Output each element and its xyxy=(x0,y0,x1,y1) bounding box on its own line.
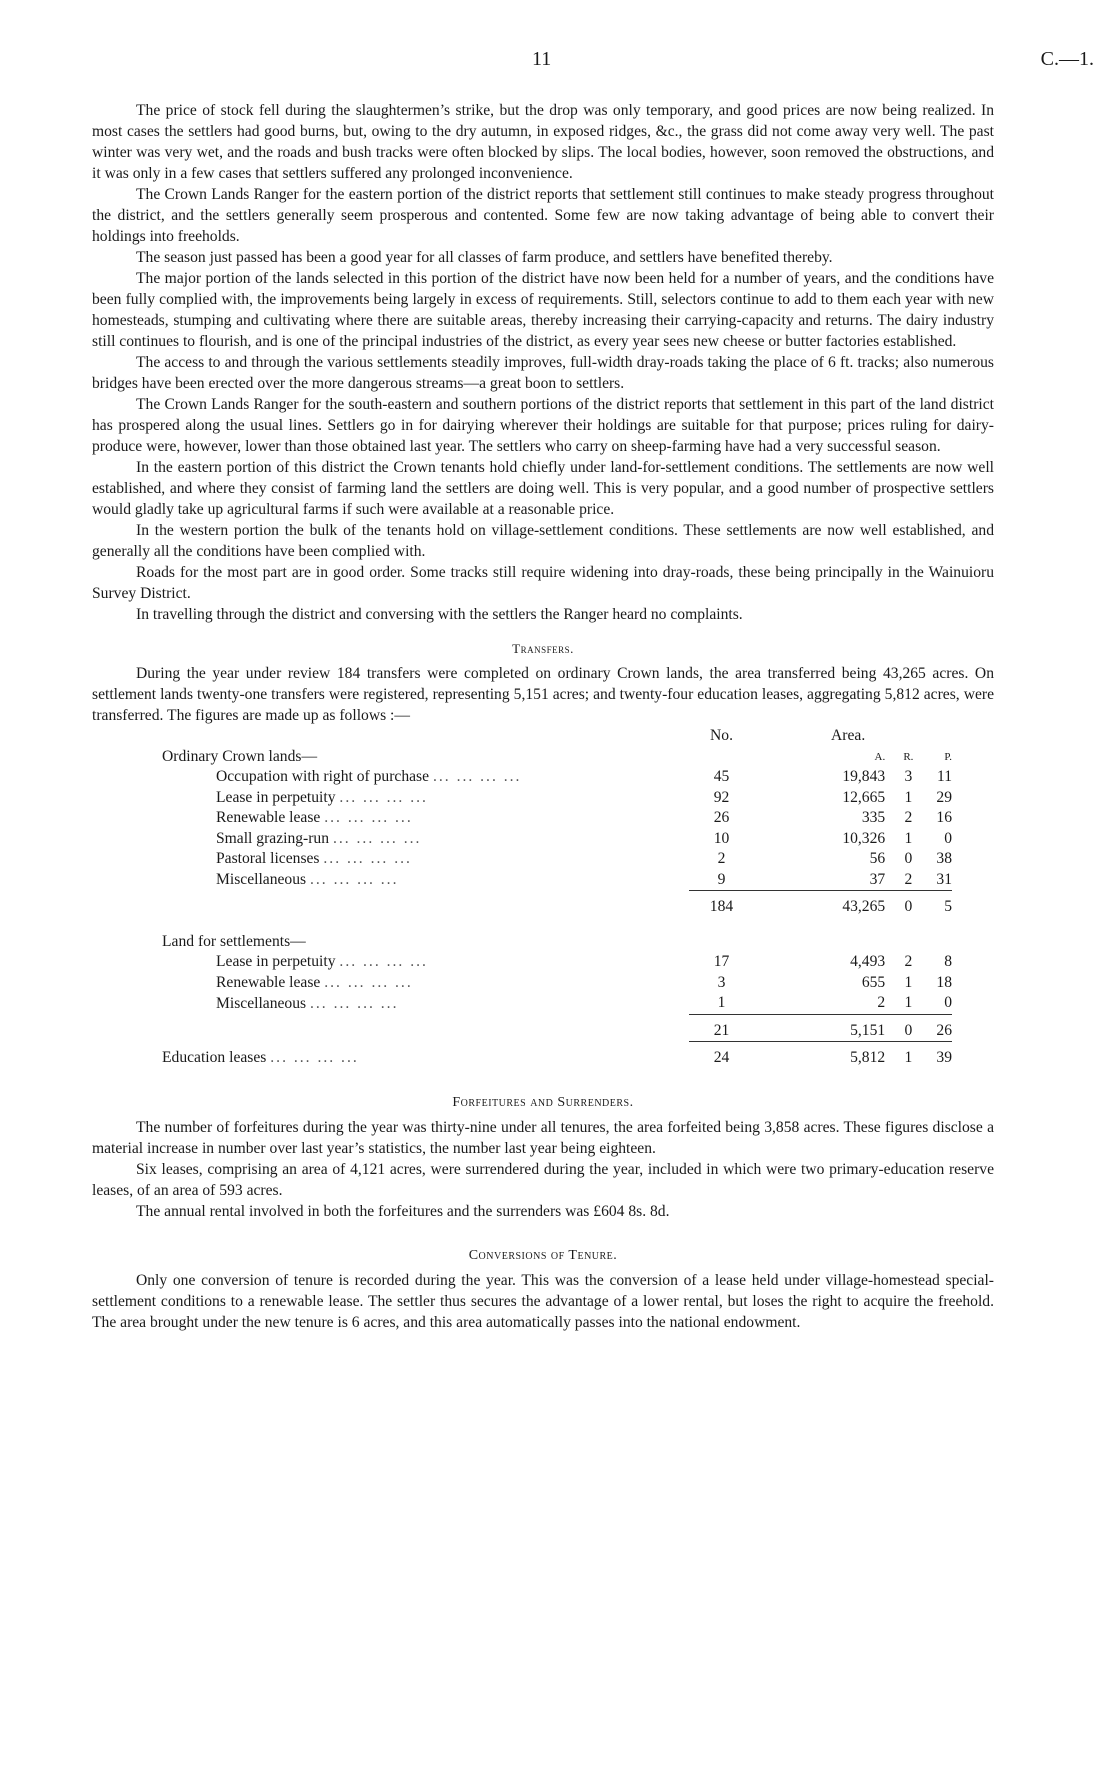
paragraph: Roads for the most part are in good order. Some tracks still require widening into dray-roads, these being principally in the Wainuioru Survey District. xyxy=(92,564,994,602)
paragraph: In the eastern portion of this district the Crown tenants hold chiefly under land-for-settlement conditions. The settlements are now well established, and where they consist of farming land the settlers are doing well. This is very popular, and a good number of prospective settlers would gladly take up agricultural farms if such were available at a reasonable price. xyxy=(92,459,994,518)
row-label: Lease in perpetuity xyxy=(216,788,336,806)
leader-dots: ... ... ... ... xyxy=(332,829,422,847)
cell-roods: 1 xyxy=(904,1049,913,1066)
cell-no: 2 xyxy=(717,850,726,867)
paragraph: The number of forfeitures during the year was thirty-nine under all tenures, the area forfeited being 3,858 acres. These figures disclose a material increase in number over last year’s statistics, the number last year being eighteen. xyxy=(92,1118,994,1157)
table-row xyxy=(92,973,952,994)
paragraph: In the western portion the bulk of the tenants hold on village-settlement conditions. These settlements are now well established, and generally all the conditions have been complied with. xyxy=(92,522,994,560)
leader-dots: ... ... ... ... xyxy=(323,850,412,867)
table-row xyxy=(92,1048,952,1069)
cell-perches: 8 xyxy=(944,953,952,970)
cell-no: 10 xyxy=(713,829,730,847)
page-header xyxy=(92,0,1094,100)
total-no: 184 xyxy=(709,898,734,915)
cell-no: 9 xyxy=(717,870,726,888)
paragraph: Only one conversion of tenure is recorded during the year. This was the conversion of a lease held under village-homestead special-settlement conditions to a renewable lease. The settler thus secures the advantage of a lower rental, but loses the right to acquire the freehold. The area brought under the new tenure is 6 acres, and this area automatically passes into the national endowment. xyxy=(92,1271,994,1331)
paragraph: The season just passed has been a good year for all classes of farm produce, and settlers have benefited thereby. xyxy=(136,249,833,266)
transfers-table xyxy=(92,726,952,1069)
total-row xyxy=(92,1021,952,1042)
leader-dots: ... ... ... ... xyxy=(339,788,428,806)
cell-roods: 1 xyxy=(904,994,913,1011)
cell-perches: 0 xyxy=(944,829,952,847)
row-label: Renewable lease xyxy=(216,809,321,826)
transfers-section xyxy=(92,641,994,1069)
paragraph: The Crown Lands Ranger for the south-eastern and southern portions of the district reports that settlement in this part of the land district has prospered along the usual lines. Settlers go in for dairying wherever their holdings are suitable for that purpose; prices ruling for dairy-produce were, however, lower than those obtained last year. The settlers who carry on sheep-farming have had a very successful season. xyxy=(92,396,994,455)
cell-no: 24 xyxy=(713,1049,730,1066)
cell-acres: 12,665 xyxy=(842,788,886,806)
row-label: Miscellaneous xyxy=(216,994,307,1012)
row-label: Occupation with right of purchase xyxy=(216,768,430,785)
total-perches: 5 xyxy=(944,898,952,915)
cell-no: 45 xyxy=(713,768,730,785)
total-roods: 0 xyxy=(904,898,913,915)
paragraph: The annual rental involved in both the forfeitures and the surrenders was £604 8s. 8d. xyxy=(136,1202,670,1220)
table-row xyxy=(92,849,952,870)
row-label: Pastoral licenses xyxy=(216,850,320,867)
cell-perches: 39 xyxy=(936,1049,952,1066)
total-acres: 5,151 xyxy=(850,1021,886,1039)
row-label: Renewable lease xyxy=(216,973,321,991)
cell-acres: 335 xyxy=(861,809,886,826)
column-header-roods: R. xyxy=(903,750,914,763)
cell-no: 1 xyxy=(717,994,726,1011)
paragraph: The major portion of the lands selected in this portion of the district have now been held for a number of years, and the conditions have been fully complied with, the improvements being largely in excess of requirements. Still, selectors continue to add to them each year with new homesteads, stumping and cultivating where there are suitable areas, thereby increasing their carrying-capacity and returns. The dairy industry still continues to flourish, and is one of the principal industries of the district, as every year sees new cheese or butter factories established. xyxy=(92,270,994,350)
table-row xyxy=(92,767,952,788)
transfers-paragraph: During the year under review 184 transfers were completed on ordinary Crown lands, the area transferred being 43,265 acres. On settlement lands twenty-one transfers were registered, representing 5,151 acres; and twenty-four education leases, aggregating 5,812 acres, were transferred. The figures are made up as follows :— xyxy=(92,665,994,724)
leader-dots: ... ... ... ... xyxy=(432,768,522,785)
cell-perches: 38 xyxy=(936,850,952,867)
cell-acres: 10,326 xyxy=(842,829,886,847)
cell-acres: 37 xyxy=(869,870,886,888)
section-heading-forfeitures: Forfeitures and Surrenders. xyxy=(452,1094,634,1110)
cell-roods: 2 xyxy=(904,809,913,826)
table-header-row xyxy=(92,726,952,747)
cell-no: 92 xyxy=(713,788,730,806)
cell-perches: 16 xyxy=(936,809,952,826)
cell-roods: 1 xyxy=(904,973,913,991)
total-row xyxy=(92,897,952,918)
table-row xyxy=(92,870,952,891)
leader-dots: ... ... ... ... xyxy=(324,973,413,991)
cell-roods: 1 xyxy=(904,788,913,806)
paragraph: The access to and through the various settlements steadily improves, full-width dray-roads taking the place of 6 ft. tracks; also numerous bridges have been erected over the more dangerous streams—a great boon to settlers. xyxy=(92,354,994,392)
total-acres: 43,265 xyxy=(842,898,886,915)
cell-perches: 18 xyxy=(936,973,952,991)
leader-dots: ... ... ... ... xyxy=(309,994,399,1012)
table-row xyxy=(92,829,952,850)
cell-roods: 2 xyxy=(904,953,913,970)
group-title: Ordinary Crown lands— xyxy=(162,747,318,765)
total-perches: 26 xyxy=(936,1021,952,1039)
total-roods: 0 xyxy=(904,1021,913,1039)
paragraph: Six leases, comprising an area of 4,121 acres, were surrendered during the year, included in which were two primary-education reserve leases, of an area of 593 acres. xyxy=(92,1160,994,1199)
page-number: 11 xyxy=(532,48,552,70)
leader-dots: ... ... ... ... xyxy=(309,871,399,888)
cell-roods: 2 xyxy=(904,870,913,888)
paragraph: The Crown Lands Ranger for the eastern portion of the district reports that settlement still continues to make steady progress throughout the district, and the settlers generally seem prosperous and contented. Some few are now taking advantage of being able to convert their holdings into freeholds. xyxy=(92,186,994,245)
cell-no: 17 xyxy=(713,953,730,970)
cell-perches: 11 xyxy=(936,768,952,785)
cell-acres: 5,812 xyxy=(850,1049,886,1066)
row-label: Small grazing-run xyxy=(216,829,330,847)
cell-roods: 0 xyxy=(904,850,913,867)
paragraph: The price of stock fell during the slaughtermen’s strike, but the drop was only temporary, and good prices are now being realized. In most cases the settlers had good burns, but, owing to the dry autumn, in exposed ridges, &c., the grass did not come away very well. The past winter was very wet, and the roads and bush tracks were often blocked by slips. The local bodies, however, soon removed the obstructions, and it was only in a few cases that settlers suffered any prolonged inconvenience. xyxy=(92,102,994,182)
cell-roods: 3 xyxy=(904,768,913,785)
paragraph: In travelling through the district and conversing with the settlers the Ranger heard no complaints. xyxy=(136,606,743,623)
cell-perches: 31 xyxy=(936,870,952,888)
cell-perches: 0 xyxy=(944,994,952,1011)
row-label: Miscellaneous xyxy=(216,871,307,888)
table-row xyxy=(92,808,952,829)
cell-acres: 655 xyxy=(861,973,886,991)
row-label: Education leases xyxy=(162,1049,267,1066)
cell-acres: 19,843 xyxy=(842,768,886,785)
cell-acres: 56 xyxy=(869,850,886,867)
intro-section xyxy=(92,100,994,625)
table-row xyxy=(92,952,952,973)
table-row xyxy=(92,788,952,809)
column-header-acres: A. xyxy=(874,750,886,763)
table-row xyxy=(92,993,952,1014)
forfeitures-section xyxy=(92,1095,994,1222)
cell-perches: 29 xyxy=(936,788,952,806)
table-subheader-row xyxy=(92,747,952,768)
section-heading-conversions: Conversions of Tenure. xyxy=(468,1247,618,1263)
total-no: 21 xyxy=(713,1021,730,1039)
document-code: C.—1. xyxy=(1040,48,1094,70)
cell-roods: 1 xyxy=(904,829,913,847)
group-title-row xyxy=(92,932,952,953)
leader-dots: ... ... ... ... xyxy=(324,809,413,826)
column-header-no: No. xyxy=(710,727,733,744)
conversions-section xyxy=(92,1248,994,1333)
leader-dots: ... ... ... ... xyxy=(339,953,428,970)
cell-acres: 2 xyxy=(877,994,886,1011)
section-heading-transfers: Transfers. xyxy=(512,641,574,656)
row-label: Lease in perpetuity xyxy=(216,953,336,970)
leader-dots: ... ... ... ... xyxy=(270,1049,359,1066)
cell-no: 3 xyxy=(717,973,726,991)
column-header-area: Area. xyxy=(831,727,866,744)
column-header-perches: P. xyxy=(944,750,952,763)
group-title: Land for settlements— xyxy=(162,932,306,950)
cell-no: 26 xyxy=(713,809,730,826)
cell-acres: 4,493 xyxy=(850,953,886,970)
